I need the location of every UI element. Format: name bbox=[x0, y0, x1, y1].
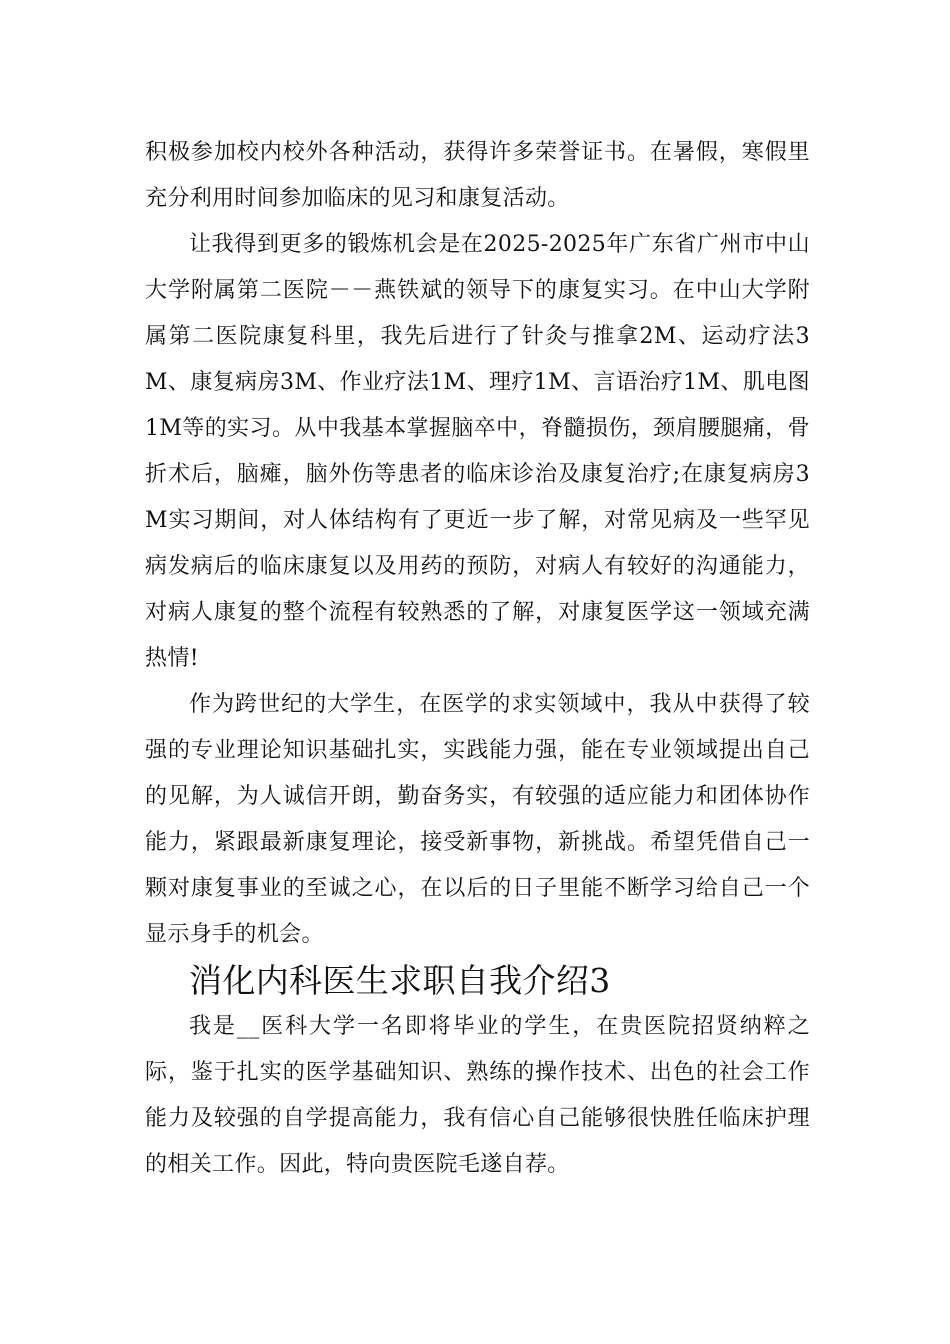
paragraph-internship: 让我得到更多的锻炼机会是在2025-2025年广东省广州市中山大学附属第二医院－－燕铁斌的领导下的康复实习。在中山大学附属第二医院康复科里，我先后进行了针灸与推拿2M、运动疗法3M、康复病房3M、作业疗法1M、理疗1M、言语治疗1M、肌电图1M等的实习。从中我基本掌握脑卒中，脊髓损伤，颈肩腰腿痛，骨折术后，脑瘫，脑外伤等患者的临床诊治及康复治疗;在康复病房3M实习期间，对人体结构有了更近一步了解，对常见病及一些罕见病发病后的临床康复以及用药的预防，对病人有较好的沟通能力，对病人康复的整个流程有较熟悉的了解，对康复医学这一领域充满热情! bbox=[145, 232, 810, 671]
paragraph-activities-continuation: 积极参加校内校外各种活动，获得许多荣誉证书。在暑假，寒假里充分利用时间参加临床的见习和康复活动。 bbox=[145, 140, 810, 211]
paragraph-introduction: 我是__医科大学一名即将毕业的学生，在贵医院招贤纳粹之际，鉴于扎实的医学基础知识、熟练的操作技术、出色的社会工作能力及较强的自学提高能力，我有信心自己能够很快胜任临床护理的相关工作。因此，特向贵医院毛遂自荐。 bbox=[145, 1014, 810, 1177]
document-body bbox=[145, 130, 810, 1188]
paragraph-self-assessment: 作为跨世纪的大学生，在医学的求实领域中，我从中获得了较强的专业理论知识基础扎实，实践能力强，能在专业领域提出自己的见解，为人诚信开朗，勤奋务实，有较强的适应能力和团体协作能力，紧跟最新康复理论，接受新事物，新挑战。希望凭借自己一颗对康复事业的至诚之心，在以后的日子里能不断学习给自己一个显示身手的机会。 bbox=[145, 692, 810, 947]
section-heading: 消化内科医生求职自我介绍3 bbox=[189, 961, 611, 1000]
